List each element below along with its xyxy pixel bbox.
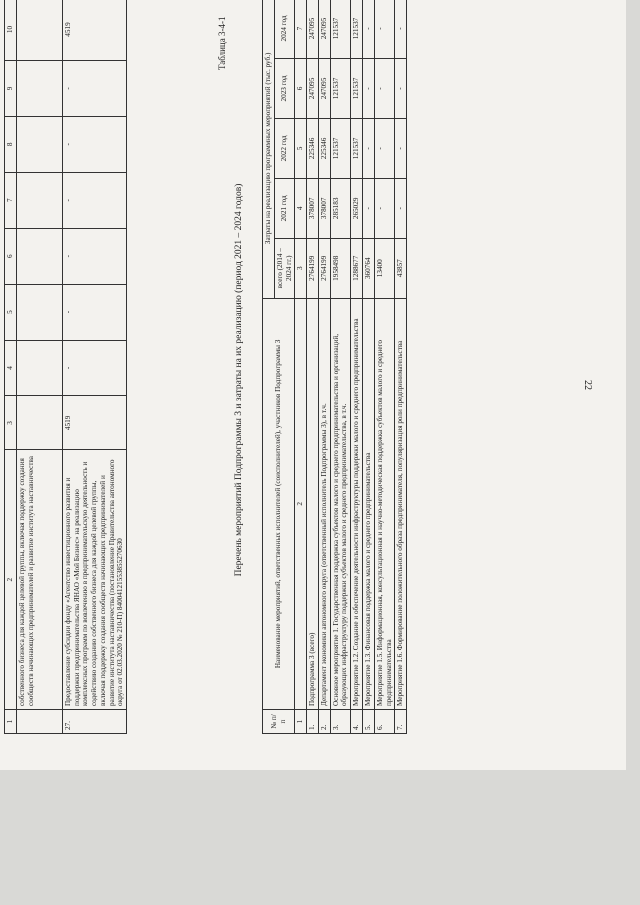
row-value: - [395, 0, 407, 59]
row-value [16, 172, 62, 228]
header-cell: 2 [5, 450, 17, 710]
header-cell: 8 [5, 116, 17, 172]
row-value: 265029 [351, 178, 363, 238]
row-value: 4519 [62, 396, 126, 450]
table-row [374, 0, 395, 734]
year-header: 2022 год [274, 118, 295, 178]
row-value: 121537 [330, 118, 351, 178]
row-number: 3. [330, 710, 351, 734]
measures-costs-table [262, 0, 407, 734]
row-value: - [363, 59, 375, 119]
row-value: - [62, 340, 126, 396]
row-value: 1288677 [351, 238, 363, 298]
row-number: 5. [363, 710, 375, 734]
row-value: - [374, 59, 395, 119]
header-cell: 6 [5, 228, 17, 284]
row-value: - [374, 0, 395, 59]
row-value: - [363, 0, 375, 59]
row-value: - [374, 178, 395, 238]
continued-table [4, 0, 127, 734]
row-value: 121537 [351, 118, 363, 178]
row-value: - [62, 116, 126, 172]
row-name: Мероприятие 1.6. Формирование положительного образа предпринимателя, популяризация роли предпринимательства [395, 298, 407, 709]
row-value: 247095 [318, 59, 330, 119]
row-value: 43857 [395, 238, 407, 298]
index-row [295, 0, 307, 734]
row-value [16, 116, 62, 172]
row-value: 2764199 [307, 238, 319, 298]
row-number: 6. [374, 710, 395, 734]
year-header: всего (2014 – 2024 гг.) [274, 238, 295, 298]
year-header: 2023 год [274, 59, 295, 119]
table-row [307, 0, 319, 734]
row-value: 247095 [307, 59, 319, 119]
row-value: - [62, 284, 126, 340]
col-costs-header: Затраты на реализацию программных мероприятий (тыс. руб.) [263, 0, 275, 298]
row-value: - [62, 60, 126, 116]
row-value: 121537 [330, 59, 351, 119]
row-value: 225346 [318, 118, 330, 178]
row-value [16, 340, 62, 396]
index-header-row [5, 0, 17, 734]
index-cell: 3 [295, 238, 307, 298]
header-row [263, 0, 275, 734]
row-value: - [374, 118, 395, 178]
header-cell: 4 [5, 340, 17, 396]
table-body [307, 0, 407, 734]
row-value [16, 284, 62, 340]
year-header: 2021 год [274, 178, 295, 238]
row-name: Мероприятие 1.2. Создание и обеспечение деятельности инфраструктуры поддержки малого и среднего предпринимательства [351, 298, 363, 709]
table-row [395, 0, 407, 734]
row-value [16, 228, 62, 284]
row-value: - [395, 118, 407, 178]
row-value: 247095 [318, 0, 330, 59]
row-value: 247095 [307, 0, 319, 59]
row-value: - [395, 178, 407, 238]
row-value: 13400 [374, 238, 395, 298]
row-value: 378007 [307, 178, 319, 238]
row-value: 225346 [307, 118, 319, 178]
header-cell: 3 [5, 396, 17, 450]
row-number [16, 710, 62, 734]
row-value: 121537 [351, 0, 363, 59]
row-value: 1958498 [330, 238, 351, 298]
index-cell: 4 [295, 178, 307, 238]
table-number-label: Таблица 3-4-1 [217, 16, 227, 70]
row-value: - [395, 59, 407, 119]
table-caption: Перечень мероприятий Подпрограммы 3 и затраты на их реализацию (период 2021 – 2024 годов) [234, 183, 244, 577]
row-value: 360764 [363, 238, 375, 298]
header-cell: 9 [5, 60, 17, 116]
index-cell: 2 [295, 298, 307, 709]
row-name: Департамент экономики автономного округа (ответственный исполнитель Подпрограммы 3), в т.ч. [318, 298, 330, 709]
row-value: 121537 [351, 59, 363, 119]
table-row [16, 0, 62, 734]
row-name: Подпрограмма 3 (всего) [307, 298, 319, 709]
row-number: 2. [318, 710, 330, 734]
page-number: 22 [582, 380, 593, 390]
row-name: Мероприятие 1.5. Информационная, консультационная и научно-методическая поддержка субъектов малого и среднего предпринимательства [374, 298, 395, 709]
row-name: Предоставление субсидии фонду «Агентство инвестиционного развития и поддержки предпринимательства ЯНАО «Мой Бизнес» на реализацию комплексных программ по вовлечению в предпринимательскую деятельность и содействию созданию собственного бизнеса для каждой целевой группы, включая поддержку создания сообществ начинающих предпринимателей и развитие института наставничества (постановление Правительства автономного округа от 02.03.2020 № 210-П) 840041215538552706З0 [62, 450, 126, 710]
row-value: 285183 [330, 178, 351, 238]
col-number-header: № п/п [263, 710, 295, 734]
table-row [351, 0, 363, 734]
table-row [62, 0, 126, 734]
row-value: - [363, 178, 375, 238]
row-value [16, 60, 62, 116]
row-name: Мероприятие 1.3. Финансовая поддержка малого и среднего предпринимательства [363, 298, 375, 709]
row-value: 121537 [330, 0, 351, 59]
table-row [363, 0, 375, 734]
header-cell: 10 [5, 0, 17, 60]
row-number: 4. [351, 710, 363, 734]
header-cell: 5 [5, 284, 17, 340]
row-value: - [62, 172, 126, 228]
row-value: 4519 [62, 0, 126, 60]
index-cell: 7 [295, 0, 307, 59]
index-cell: 6 [295, 59, 307, 119]
index-cell: 1 [295, 710, 307, 734]
header-cell: 7 [5, 172, 17, 228]
row-value: - [62, 228, 126, 284]
row-name: Основное мероприятие 1. Государственная поддержка субъектов малого и среднего предпринимательства и организаций, образующих инфраструктуру поддержки субъектов малого и среднего предпринимательства, в т.ч. [330, 298, 351, 709]
col-name-header: Наименование мероприятий, ответственных исполнителей (соисполнителей), участников Подпрограммы 3 [263, 298, 295, 709]
row-value: 2764199 [318, 238, 330, 298]
header-cell: 1 [5, 710, 17, 734]
row-value [16, 396, 62, 450]
row-number: 1. [307, 710, 319, 734]
table-row [318, 0, 330, 734]
year-header: 2024 год [274, 0, 295, 59]
row-value: - [363, 118, 375, 178]
row-value [16, 0, 62, 60]
row-number: 27. [62, 710, 126, 734]
index-cell: 5 [295, 118, 307, 178]
table-row [330, 0, 351, 734]
row-name: собственного бизнеса для каждой целевой группы, включая поддержку создания сообществ начинающих предпринимателей и развитие института наставничества [16, 450, 62, 710]
row-value: 378007 [318, 178, 330, 238]
row-number: 7. [395, 710, 407, 734]
